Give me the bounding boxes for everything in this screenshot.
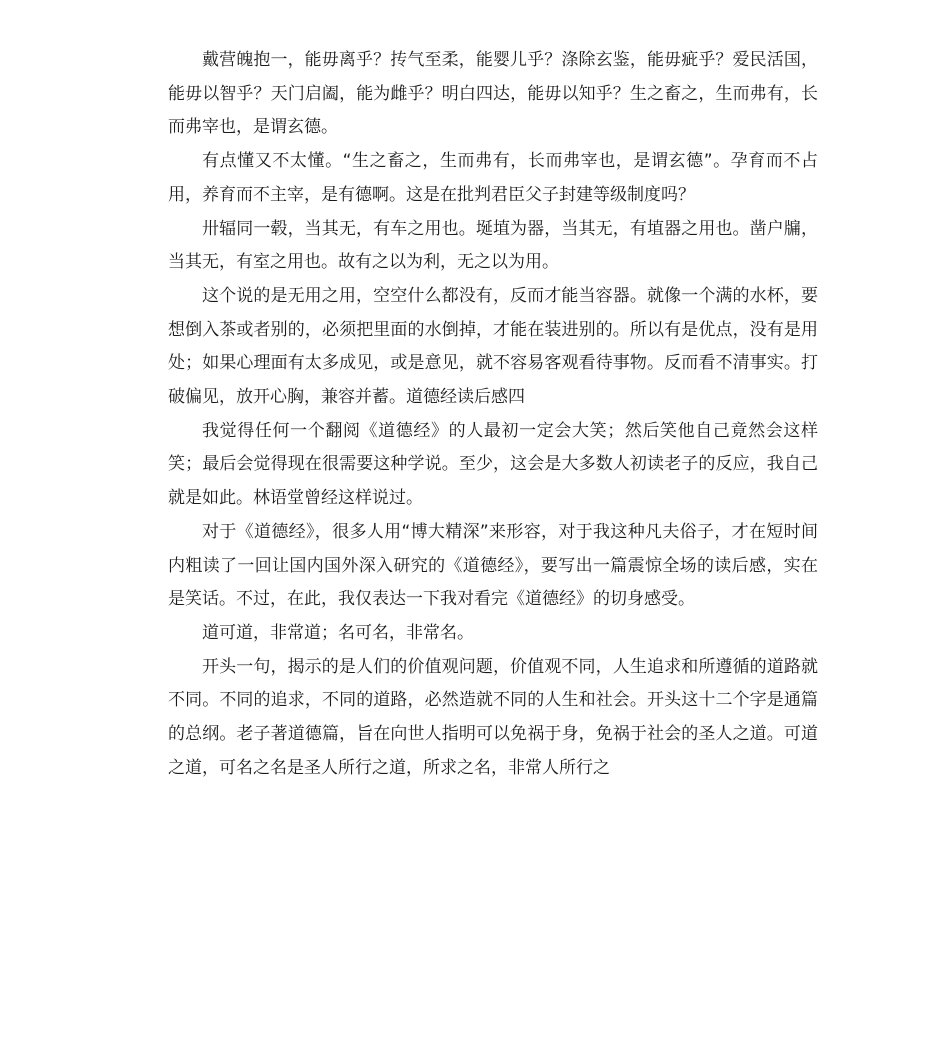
paragraph: 我觉得任何一个翻阅《道德经》的人最初一定会大笑；然后笑他自己竟然会这样笑；最后会觉得现在很需要这种学说。至少，这会是大多数人初读老子的反应，我自己就是如此。林语堂曾经这样说过。	[168, 420, 818, 509]
paragraph: 道可道，非常道；名可名，非常名。	[202, 622, 474, 643]
paragraph: 开头一句，揭示的是人们的价值观问题，价值观不同，人生追求和所遵循的道路就不同。不同的追求，不同的道路，必然造就不同的人生和社会。开头这十二个字是通篇的总纲。老子著道德篇，旨在向世人指明可以免祸于身，免祸于社会的圣人之道。可道之道，可名之名是圣人所行之道，所求之名，非常人所行之	[168, 656, 818, 778]
paragraph: 戴营魄抱一，能毋离乎？抟气至柔，能婴儿乎？涤除玄鉴，能毋疵乎？爱民活国，能毋以智乎？天门启阖，能为雌乎？明白四达，能毋以知乎？生之畜之，生而弗有，长而弗宰也，是谓玄德。	[168, 50, 818, 138]
paragraph: 对于《道德经》，很多人用“博大精深”来形容，对于我这种凡夫俗子，才在短时间内粗读了一回让国内国外深入研究的《道德经》，要写出一篇震惊全场的读后感，实在是笑话。不过，在此，我仅表达一下我对看完《道德经》的切身感受。	[168, 521, 818, 610]
document-body	[168, 44, 818, 785]
paragraph: 这个说的是无用之用，空空什么都没有，反而才能当容器。就像一个满的水杯，要想倒入茶或者别的，必须把里面的水倒掉，才能在装进别的。所以有是优点，没有是用处；如果心理面有太多成见，或是意见，就不容易客观看待事物。反而看不清事实。打破偏见，放开心胸，兼容并蓄。道德经读后感四	[168, 285, 818, 408]
paragraph: 卅辐同一毂，当其无，有车之用也。埏埴为器，当其无，有埴器之用也。凿户牖，当其无，有室之用也。故有之以为利，无之以为用。	[168, 218, 818, 273]
paragraph: 有点懂又不太懂。“生之畜之，生而弗有，长而弗宰也，是谓玄德”。孕育而不占用，养育而不主宰，是有德啊。这是在批判君臣父子封建等级制度吗？	[168, 151, 818, 205]
